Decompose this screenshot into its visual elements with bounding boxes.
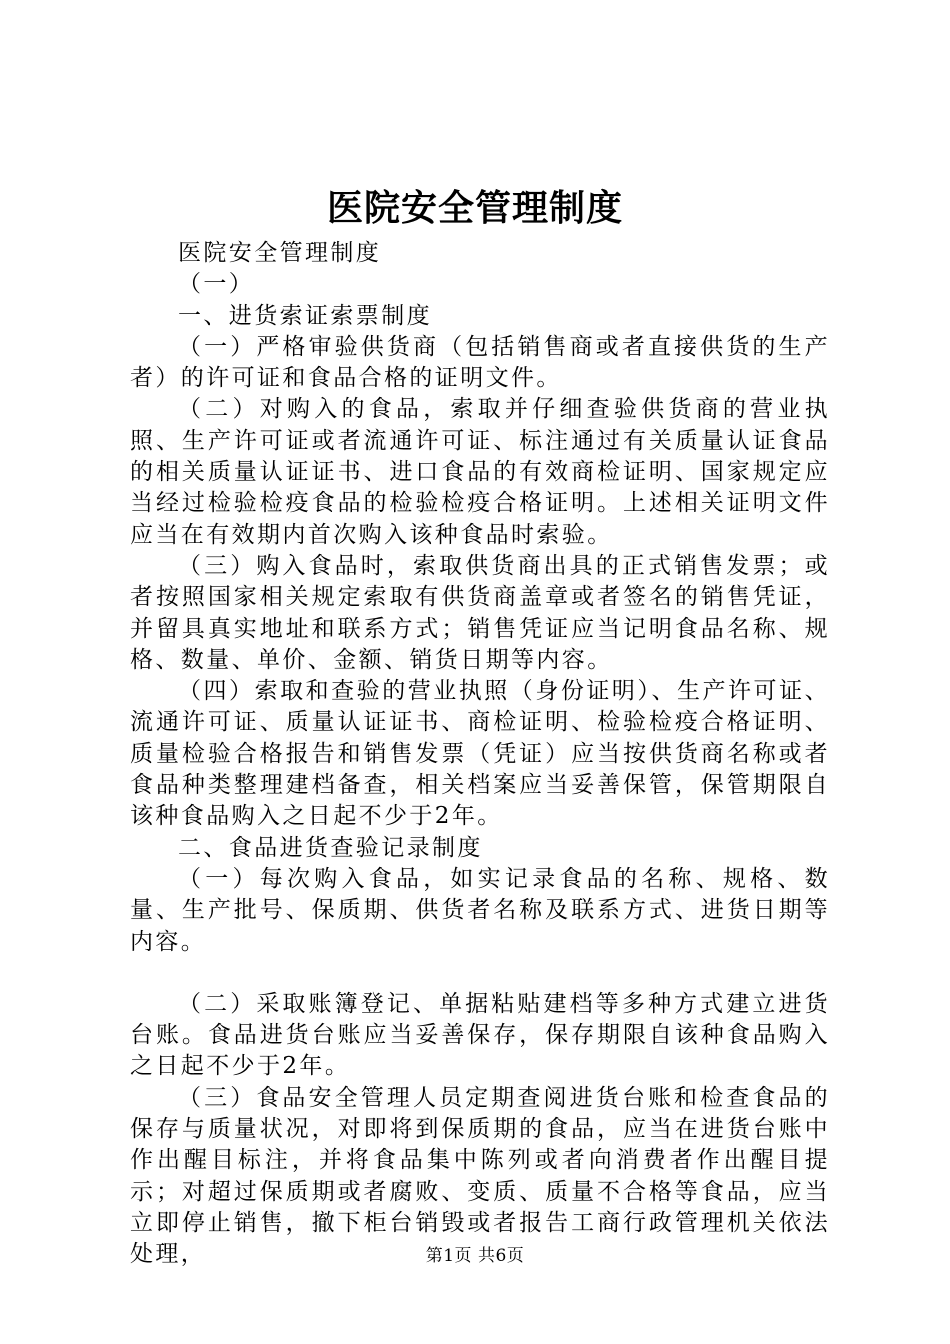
section-heading: 一、进货索证索票制度	[178, 302, 432, 329]
paragraph: （二）采取账簿登记、单据粘贴建档等多种方式建立进货台账。食品进货台账应当妥善保存，保存期限自该种食品购入之日起不少于2年。	[130, 990, 830, 1080]
paragraph: （一）严格审验供货商（包括销售商或者直接供货的生产者）的许可证和食品合格的证明文件。	[130, 333, 830, 392]
paragraph: （三）购入食品时，索取供货商出具的正式销售发票；或者按照国家相关规定索取有供货商盖章或者签名的销售凭证，并留具真实地址和联系方式；销售凭证应当记明食品名称、规格、数量、单价、金额、销货日期等内容。	[130, 552, 830, 673]
page-footer: 第1页 共6页	[425, 1246, 525, 1266]
document-body	[130, 238, 830, 1271]
paragraph: （一）	[178, 271, 255, 298]
paragraph: （二）对购入的食品，索取并仔细查验供货商的营业执照、生产许可证或者流通许可证、标注通过有关质量认证食品的相关质量认证证书、进口食品的有效商检证明、国家规定应当经过检验检疫食品的检验检疫合格证明。上述相关证明文件应当在有效期内首次购入该种食品时索验。	[130, 396, 830, 548]
paragraph: （四）索取和查验的营业执照（身份证明）、生产许可证、流通许可证、质量认证证书、商检证明、检验检疫合格证明、质量检验合格报告和销售发票（凭证）应当按供货商名称或者食品种类整理建档备查，相关档案应当妥善保管，保管期限自该种食品购入之日起不少于2年。	[130, 678, 830, 830]
paragraph: （一）每次购入食品，如实记录食品的名称、规格、数量、生产批号、保质期、供货者名称及联系方式、进货日期等内容。	[130, 865, 830, 955]
section-heading: 二、食品进货查验记录制度	[178, 834, 483, 861]
page-title: 医院安全管理制度	[326, 187, 623, 229]
paragraph: 医院安全管理制度	[178, 240, 382, 266]
paragraph: （三）食品安全管理人员定期查阅进货台账和检查食品的保存与质量状况，对即将到保质期的食品，应当在进货台账中作出醒目标注，并将食品集中陈列或者向消费者作出醒目提示；对超过保质期或者腐败、变质、质量不合格等食品，应当立即停止销售，撤下柜台销毁或者报告工商行政管理机关依法处理，	[130, 1084, 830, 1268]
